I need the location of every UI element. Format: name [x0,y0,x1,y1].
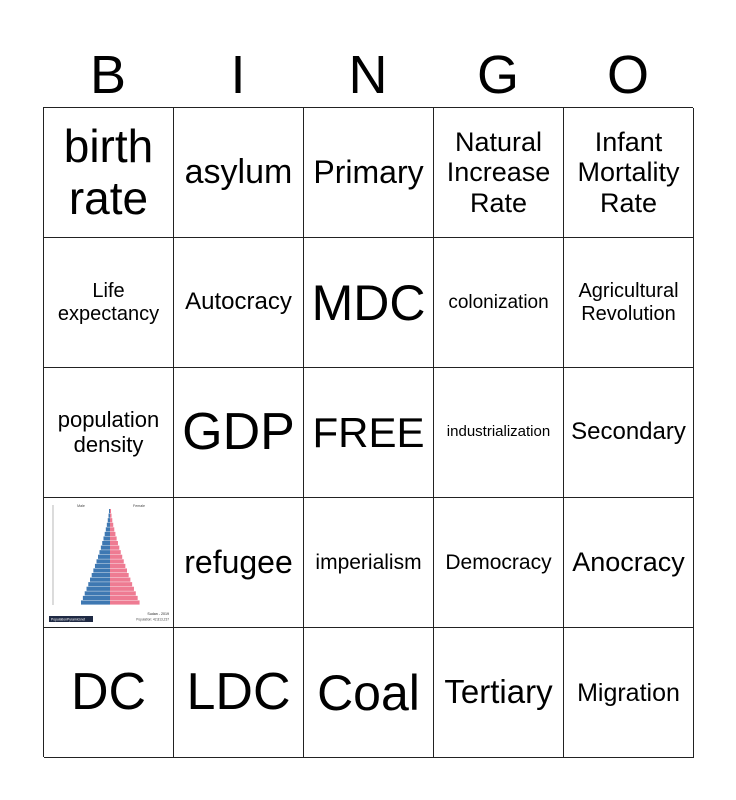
pyramid-male-bar [88,582,110,586]
pyramid-male-bar [102,541,110,545]
bingo-header [43,40,693,110]
pyramid-female-bar [110,513,112,517]
header-letter-b: B [89,45,127,105]
pyramid-male-bar [107,518,109,522]
bingo-cell-text: Anocracy [572,547,685,578]
pyramid-male-bar [104,531,109,535]
bingo-cell-text: FREE [312,408,425,456]
bingo-cell-text: industrialization [446,423,551,441]
bingo-cell-text: asylum [184,153,293,192]
bingo-cell-text: imperialism [315,550,422,574]
bingo-cell-text: Migration [577,678,680,707]
pyramid-female-bar [110,545,119,549]
bingo-cell-text: Democracy [445,550,552,574]
pyramid-male-bar [91,573,109,577]
bingo-cell[interactable] [44,628,174,758]
bingo-cell[interactable] [434,498,564,628]
header-letter-o: O [606,45,649,105]
pyramid-female-bar [110,586,134,590]
pyramid-female-bar [110,591,136,595]
pyramid-female-bar [110,509,111,513]
pyramid-female-bar [110,600,140,604]
pyramid-country-label: Sudan - 2019 [146,611,169,616]
bingo-cell[interactable] [564,368,694,498]
pyramid-female-bar [110,541,118,545]
bingo-cell[interactable] [304,628,434,758]
bingo-cell[interactable] [44,368,174,498]
pyramid-male-bar [108,513,109,517]
pyramid-female-bar [110,573,129,577]
pyramid-male-bar [109,509,110,513]
pyramid-male-bar [86,586,109,590]
bingo-cell[interactable] [304,498,434,628]
bingo-cell[interactable] [174,108,304,238]
pyramid-male-bar [100,545,109,549]
bingo-cell-text: population density [57,406,160,457]
pyramid-female-bar [110,577,130,581]
population-pyramid-image [47,501,171,625]
pyramid-male-bar [94,563,109,567]
bingo-cell-text: Primary [313,153,424,190]
pyramid-female-bar [110,536,117,540]
bingo-cell-text: Tertiary [444,673,553,711]
bingo-cell-text: GDP [182,403,295,462]
bingo-cell[interactable] [174,498,304,628]
bingo-cell[interactable] [44,238,174,368]
bingo-grid [43,107,693,757]
bingo-cell[interactable] [434,238,564,368]
pyramid-female-bar [110,550,121,554]
pyramid-male-bar [90,577,110,581]
pyramid-male-bar [84,591,109,595]
header-letter-g: G [476,45,519,105]
bingo-cell-text: Life expectancy [57,280,160,325]
pyramid-female-label: Female [132,503,145,508]
bingo-cell-text: Coal [317,664,420,721]
pyramid-female-bar [110,568,127,572]
header-letter-n: N [348,45,388,105]
pyramid-female-bar [110,518,112,522]
bingo-cell[interactable] [434,628,564,758]
bingo-cell[interactable] [44,108,174,238]
bingo-cell-text: Autocracy [185,288,292,316]
bingo-cell[interactable] [174,628,304,758]
pyramid-male-bar [98,554,110,558]
pyramid-male-bar [82,595,109,599]
pyramid-female-bar [110,595,138,599]
pyramid-male-bar [106,522,109,526]
bingo-cell[interactable] [434,368,564,498]
pyramid-source-text: PopulationPyramid.net [50,617,85,621]
pyramid-male-bar [96,559,109,563]
bingo-cell-text: colonization [448,291,549,313]
pyramid-male-bar [99,550,110,554]
bingo-cell-text: refugee [184,543,293,580]
pyramid-male-bar [103,536,110,540]
pyramid-female-bar [110,531,115,535]
bingo-cell-population-pyramid[interactable] [44,498,174,628]
pyramid-population-label: Population: 42,813,237 [135,617,169,621]
bingo-cell[interactable] [564,108,694,238]
bingo-cell-text: MDC [311,274,426,331]
pyramid-female-bar [110,563,125,567]
bingo-cell[interactable] [564,628,694,758]
bingo-cell[interactable] [564,498,694,628]
header-letter-i: I [230,45,246,105]
bingo-cell[interactable] [304,108,434,238]
bingo-cell[interactable] [564,238,694,368]
bingo-cell[interactable] [434,108,564,238]
pyramid-female-bar [110,527,114,531]
bingo-cell-text: Secondary [571,418,686,446]
bingo-cell[interactable] [304,238,434,368]
bingo-cell[interactable] [304,368,434,498]
bingo-cell[interactable] [174,238,304,368]
bingo-cell-text: birth rate [63,119,154,224]
bingo-cell-text: DC [70,663,147,722]
pyramid-male-label: Male [76,503,85,508]
pyramid-male-bar [93,568,110,572]
bingo-cell-text: Infant Mortality Rate [577,127,680,218]
pyramid-female-bar [110,559,124,563]
pyramid-male-bar [81,600,110,604]
pyramid-female-bar [110,554,122,558]
bingo-cell-text: LDC [186,663,291,722]
pyramid-female-bar [110,582,132,586]
pyramid-female-bar [110,522,113,526]
bingo-cell-text: Natural Increase Rate [446,127,551,218]
pyramid-male-bar [105,527,109,531]
bingo-cell-text: Agricultural Revolution [578,280,679,325]
bingo-cell[interactable] [174,368,304,498]
